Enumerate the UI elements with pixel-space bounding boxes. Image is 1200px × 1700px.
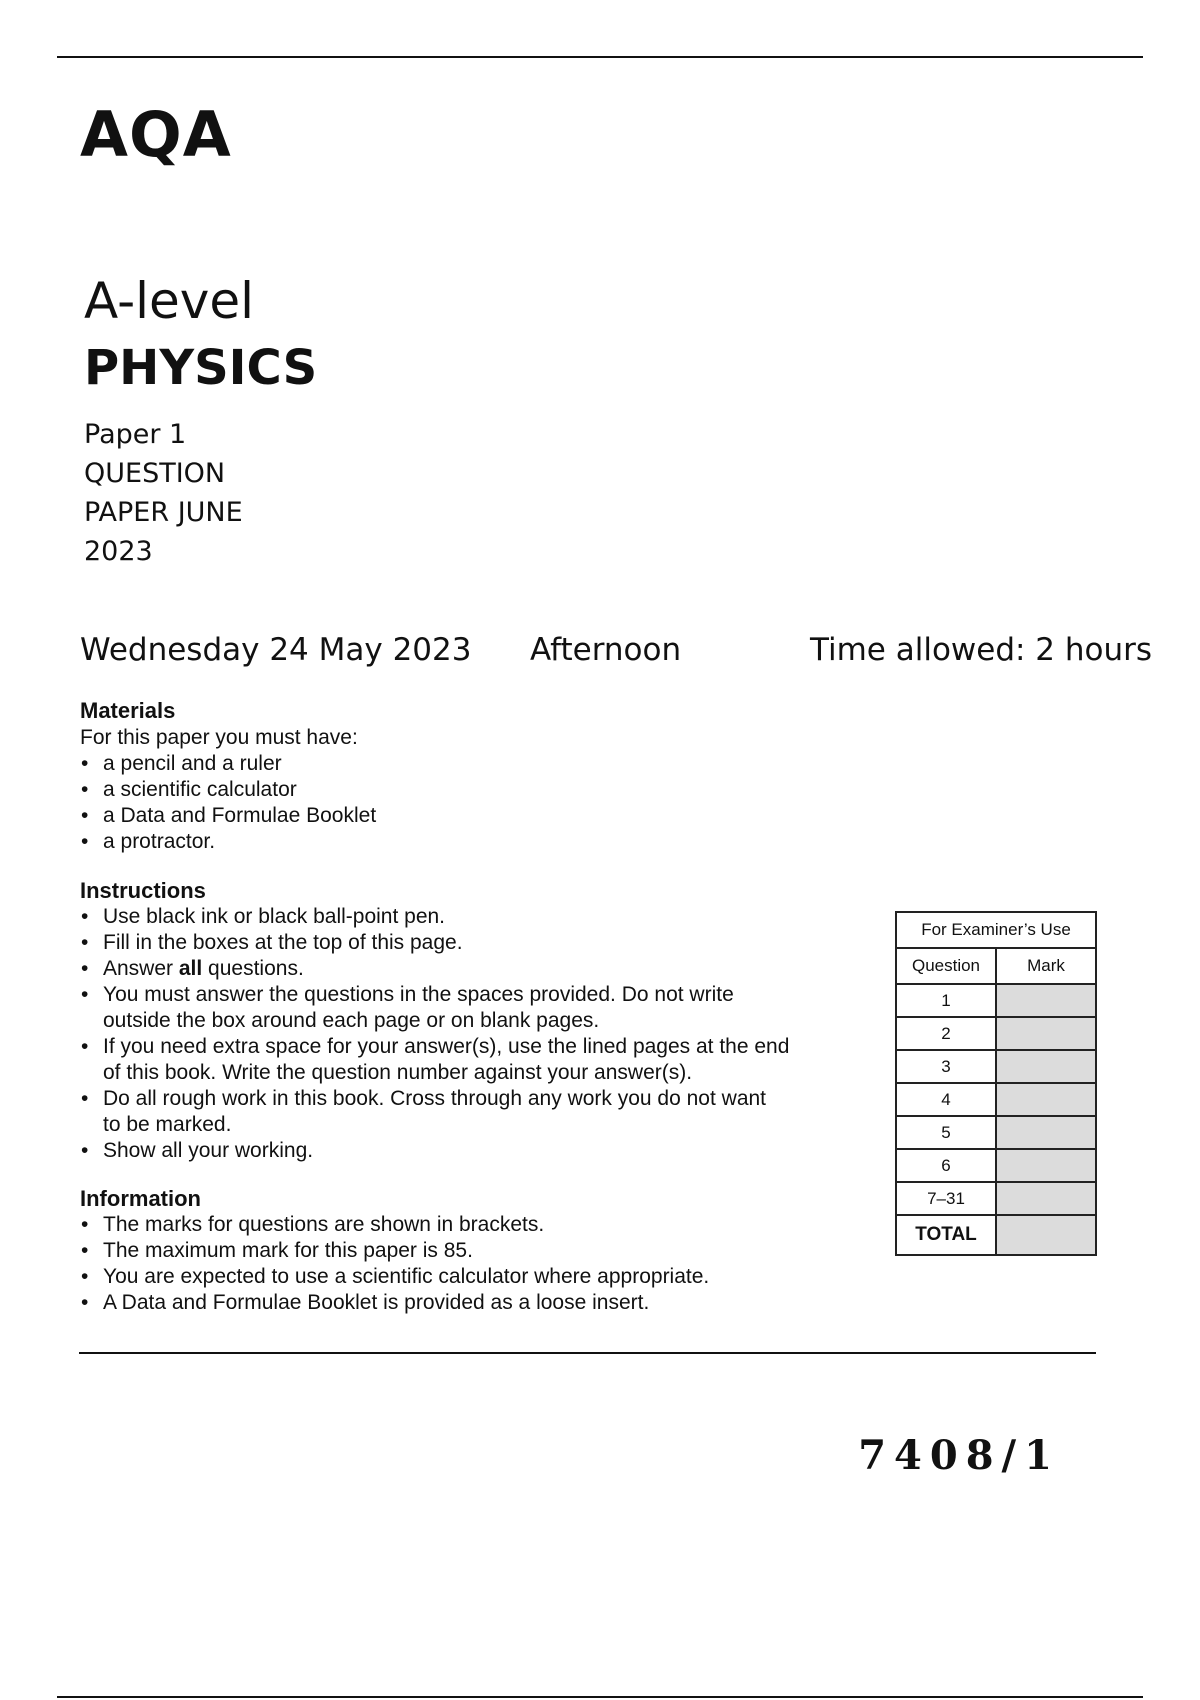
list-emphasis: all (178, 957, 203, 980)
materials-list (80, 751, 376, 855)
examiner-use-table (895, 911, 1097, 1256)
list-item: • The maximum mark for this paper is 85. (80, 1238, 709, 1264)
list-line: • You must answer the questions in the spaces provided. Do not write (103, 983, 734, 1006)
list-line: of this book. Write the question number against your answer(s). (103, 1061, 693, 1084)
list-line: • Do all rough work in this book. Cross through any work you do not want (103, 1087, 767, 1110)
aqa-logo: AQA (80, 98, 232, 171)
paper-code: 7408/1 (858, 1432, 1060, 1479)
mark-box (996, 1017, 1096, 1050)
time-allowed: Time allowed: 2 hours (810, 632, 1153, 668)
mark-box (996, 984, 1096, 1017)
list-line: outside the box around each page or on blank pages. (103, 1009, 600, 1032)
list-text: questions. (202, 957, 304, 980)
list-item: • Fill in the boxes at the top of this page. (80, 930, 840, 956)
mark-box (996, 1149, 1096, 1182)
total-mark-box (996, 1215, 1096, 1255)
instructions-section (80, 877, 840, 1164)
paper-line: Paper 1 (84, 419, 187, 450)
paper-line: QUESTION (84, 458, 226, 489)
mark-box (996, 1182, 1096, 1215)
list-item: • Show all your working. (80, 1138, 840, 1164)
instructions-list (80, 904, 840, 1164)
list-item (80, 1034, 840, 1086)
mark-box (996, 1116, 1096, 1149)
page-bottom-rule (57, 1696, 1143, 1698)
list-item: • a protractor. (80, 829, 376, 855)
question-number: 7–31 (896, 1182, 996, 1215)
materials-heading: Materials (80, 698, 176, 723)
list-item: • a pencil and a ruler (80, 751, 376, 777)
total-label: TOTAL (896, 1215, 996, 1255)
information-section (80, 1185, 709, 1316)
list-item: • A Data and Formulae Booklet is provided as a loose insert. (80, 1290, 709, 1316)
list-line: to be marked. (103, 1113, 232, 1136)
list-item: • You are expected to use a scientific calculator where appropriate. (80, 1264, 709, 1290)
question-number: 2 (896, 1017, 996, 1050)
information-heading: Information (80, 1186, 201, 1211)
paper-line: 2023 (84, 536, 153, 567)
question-number: 1 (896, 984, 996, 1017)
question-number: 6 (896, 1149, 996, 1182)
question-number: 3 (896, 1050, 996, 1083)
list-text: Answer (103, 957, 179, 980)
instructions-heading: Instructions (80, 878, 206, 903)
list-item (80, 982, 840, 1034)
list-item: • a scientific calculator (80, 777, 376, 803)
list-item: • Use black ink or black ball-point pen. (80, 904, 840, 930)
question-number: 5 (896, 1116, 996, 1149)
list-item: • The marks for questions are shown in brackets. (80, 1212, 709, 1238)
list-item (80, 1086, 840, 1138)
mark-column-header: Mark (996, 948, 1096, 984)
paper-line: PAPER JUNE (84, 497, 243, 528)
bottom-section-rule (79, 1352, 1096, 1354)
mark-box (996, 1050, 1096, 1083)
question-number: 4 (896, 1083, 996, 1116)
examiner-table-title: For Examiner’s Use (896, 912, 1096, 948)
qualification-level: A-level (84, 272, 255, 330)
list-line: • If you need extra space for your answer(s), use the lined pages at the end (103, 1035, 790, 1058)
question-column-header: Question (896, 948, 996, 984)
subject-title: PHYSICS (84, 340, 318, 396)
list-item: • a Data and Formulae Booklet (80, 803, 376, 829)
paper-description (84, 415, 243, 571)
information-list (80, 1212, 709, 1316)
materials-section (80, 697, 376, 855)
top-rule (57, 56, 1143, 58)
list-item (80, 956, 840, 982)
exam-session: Afternoon (530, 632, 682, 668)
exam-date: Wednesday 24 May 2023 (80, 632, 472, 668)
materials-intro: For this paper you must have: (80, 726, 358, 749)
mark-box (996, 1083, 1096, 1116)
